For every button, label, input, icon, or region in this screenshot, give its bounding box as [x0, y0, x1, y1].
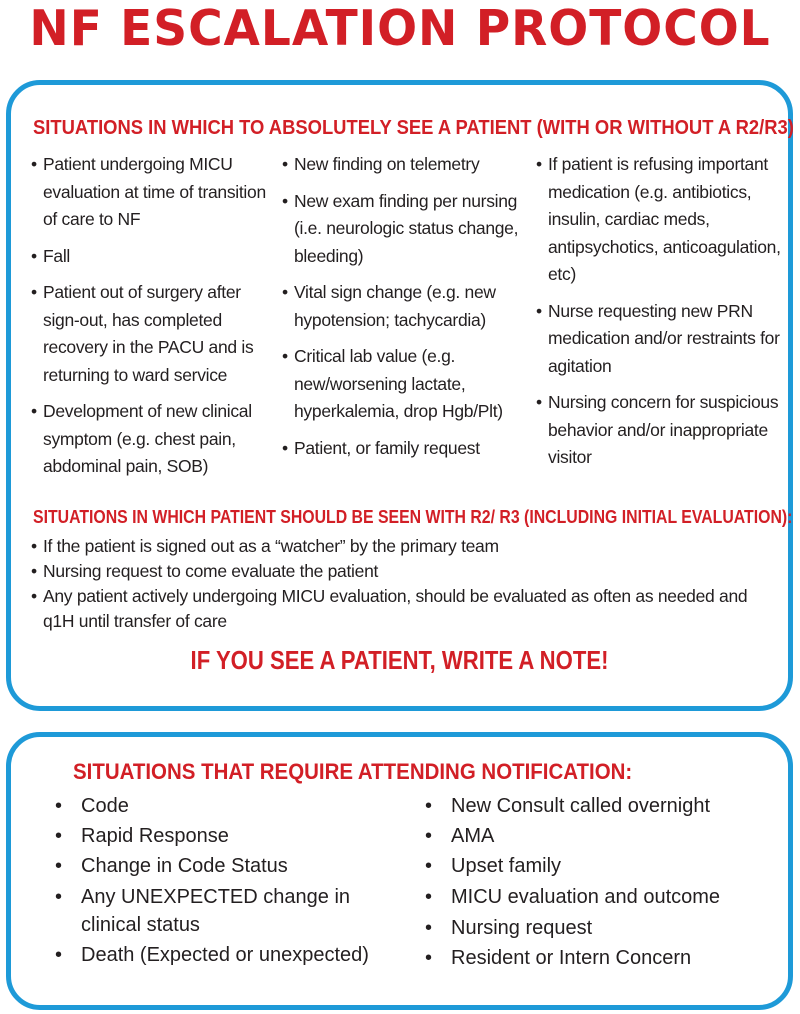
list-item: • Development of new clinical symptom (e.g. chest pain, abdominal pain, SOB)	[31, 398, 271, 481]
list-item: • Patient out of surgery after sign-out, has completed recovery in the PACU and is returning to ward service	[31, 279, 271, 389]
list-item: • Resident or Intern Concern	[419, 943, 789, 973]
list-item: • New Consult called overnight	[419, 791, 789, 821]
list-item: • Patient undergoing MICU evaluation at time of transition of care to NF	[31, 151, 271, 234]
see-patient-column-1	[31, 151, 271, 490]
list-item: • Any patient actively undergoing MICU evaluation, should be evaluated as often as needed and q1H until transfer of care	[31, 584, 776, 634]
list-item: • Nursing request	[419, 913, 789, 943]
list-item: • If the patient is signed out as a “watcher” by the primary team	[31, 534, 776, 559]
list-item: • Change in Code Status	[49, 851, 399, 881]
list-item: • AMA	[419, 821, 789, 851]
list-item: • Vital sign change (e.g. new hypotension; tachycardia)	[282, 279, 534, 334]
list-item: • Patient, or family request	[282, 435, 534, 463]
see-patient-column-2	[282, 151, 534, 471]
list-item: • New exam finding per nursing (i.e. neurologic status change, bleeding)	[282, 188, 534, 271]
attending-list-left	[49, 791, 399, 971]
list-item: • Critical lab value (e.g. new/worsening lactate, hyperkalemia, drop Hgb/Plt)	[282, 343, 534, 426]
list-item: • Fall	[31, 243, 271, 271]
list-item: • Nursing request to come evaluate the patient	[31, 559, 776, 584]
list-item: • Rapid Response	[49, 821, 399, 851]
list-item: • If patient is refusing important medication (e.g. antibiotics, insulin, cardiac meds, antipsychotics, anticoagulation, etc)	[536, 151, 786, 289]
see-patient-heading: SITUATIONS IN WHICH TO ABSOLUTELY SEE A PATIENT (WITH OR WITHOUT A R2/R3)	[33, 117, 794, 139]
attending-notification-panel	[6, 732, 793, 1010]
list-item: • MICU evaluation and outcome	[419, 883, 789, 911]
page-title: NF ESCALATION PROTOCOL	[29, 0, 771, 57]
see-patient-column-3	[536, 151, 786, 481]
list-item: • Nursing concern for suspicious behavior and/or inappropriate visitor	[536, 389, 786, 472]
see-with-r2-r3-heading: SITUATIONS IN WHICH PATIENT SHOULD BE SEEN WITH R2/ R3 (INCLUDING INITIAL EVALUATION):	[33, 507, 793, 527]
list-item: • Nurse requesting new PRN medication and/or restraints for agitation	[536, 298, 786, 381]
list-item: • Upset family	[419, 851, 789, 881]
list-item: • Death (Expected or unexpected)	[49, 941, 399, 969]
list-item: • Any UNEXPECTED change in clinical status	[49, 883, 399, 939]
see-with-r2-r3-list	[31, 534, 776, 634]
write-note-callout: IF YOU SEE A PATIENT, WRITE A NOTE!	[190, 645, 609, 675]
list-item: • New finding on telemetry	[282, 151, 534, 179]
see-patient-panel	[6, 80, 793, 711]
attending-notification-heading: SITUATIONS THAT REQUIRE ATTENDING NOTIFICATION:	[73, 759, 633, 784]
attending-list-right	[419, 791, 789, 973]
list-item: • Code	[49, 791, 399, 821]
